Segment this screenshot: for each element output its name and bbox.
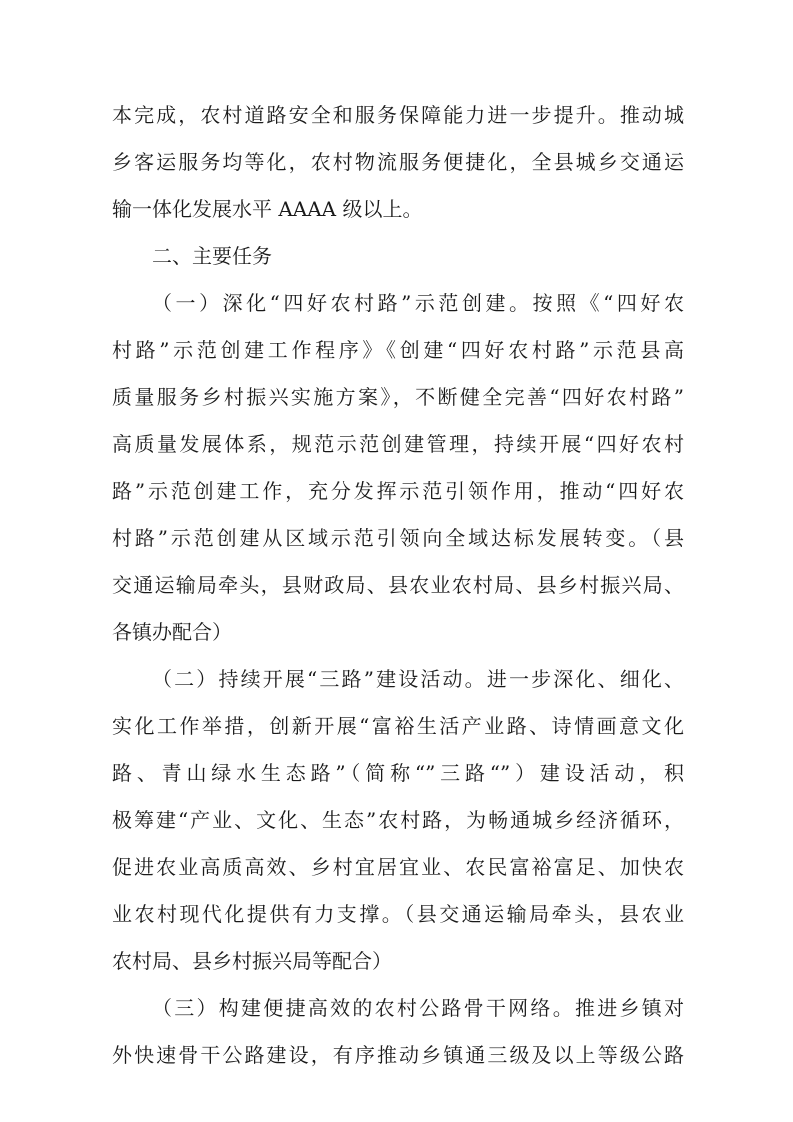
paragraph-1-line-6: 村路”示范创建从区域示范引领向全域达标发展转变。（县 bbox=[112, 526, 684, 550]
paragraph-1-line-1: （一）深化“四好农村路”示范创建。按照《“四好农 bbox=[152, 291, 684, 315]
paragraph-2-line-3: 路、青山绿水生态路”（简称“”三路“”）建设活动，积 bbox=[112, 761, 684, 785]
paragraph-3-line-2: 外快速骨干公路建设，有序推动乡镇通三级及以上等级公路 bbox=[112, 1043, 684, 1067]
text-line-1: 本完成，农村道路安全和服务保障能力进一步提升。推动城 bbox=[112, 103, 684, 127]
paragraph-1-line-4: 高质量发展体系，规范示范创建管理，持续开展“四好农村 bbox=[112, 432, 684, 456]
paragraph-2-line-4: 极筹建“产业、文化、生态”农村路，为畅通城乡经济循环， bbox=[112, 808, 684, 832]
paragraph-1-line-7: 交通运输局牵头，县财政局、县农业农村局、县乡村振兴局、 bbox=[112, 573, 684, 597]
paragraph-2-line-1: （二）持续开展“三路”建设活动。进一步深化、细化、 bbox=[152, 667, 684, 691]
paragraph-1-line-8: 各镇办配合） bbox=[112, 620, 232, 644]
paragraph-2-line-7: 农村局、县乡村振兴局等配合） bbox=[112, 949, 392, 973]
paragraph-2-line-5: 促进农业高质高效、乡村宜居宜业、农民富裕富足、加快农 bbox=[112, 855, 684, 879]
paragraph-1-line-3: 质量服务乡村振兴实施方案》，不断健全完善“四好农村路” bbox=[112, 385, 684, 409]
paragraph-2-line-2: 实化工作举措，创新开展“富裕生活产业路、诗情画意文化 bbox=[112, 714, 684, 738]
paragraph-3-line-1: （三）构建便捷高效的农村公路骨干网络。推进乡镇对 bbox=[152, 996, 684, 1020]
text-line-3: 输一体化发展水平 AAAA 级以上。 bbox=[112, 197, 423, 221]
paragraph-1-line-2: 村路”示范创建工作程序》《创建“四好农村路”示范县高 bbox=[112, 338, 684, 362]
paragraph-1-line-5: 路”示范创建工作，充分发挥示范引领作用，推动“四好农 bbox=[112, 479, 684, 503]
text-line-2: 乡客运服务均等化，农村物流服务便捷化，全县城乡交通运 bbox=[112, 150, 684, 174]
section-heading: 二、主要任务 bbox=[152, 244, 272, 268]
paragraph-2-line-6: 业农村现代化提供有力支撑。（县交通运输局牵头，县农业 bbox=[112, 902, 684, 926]
